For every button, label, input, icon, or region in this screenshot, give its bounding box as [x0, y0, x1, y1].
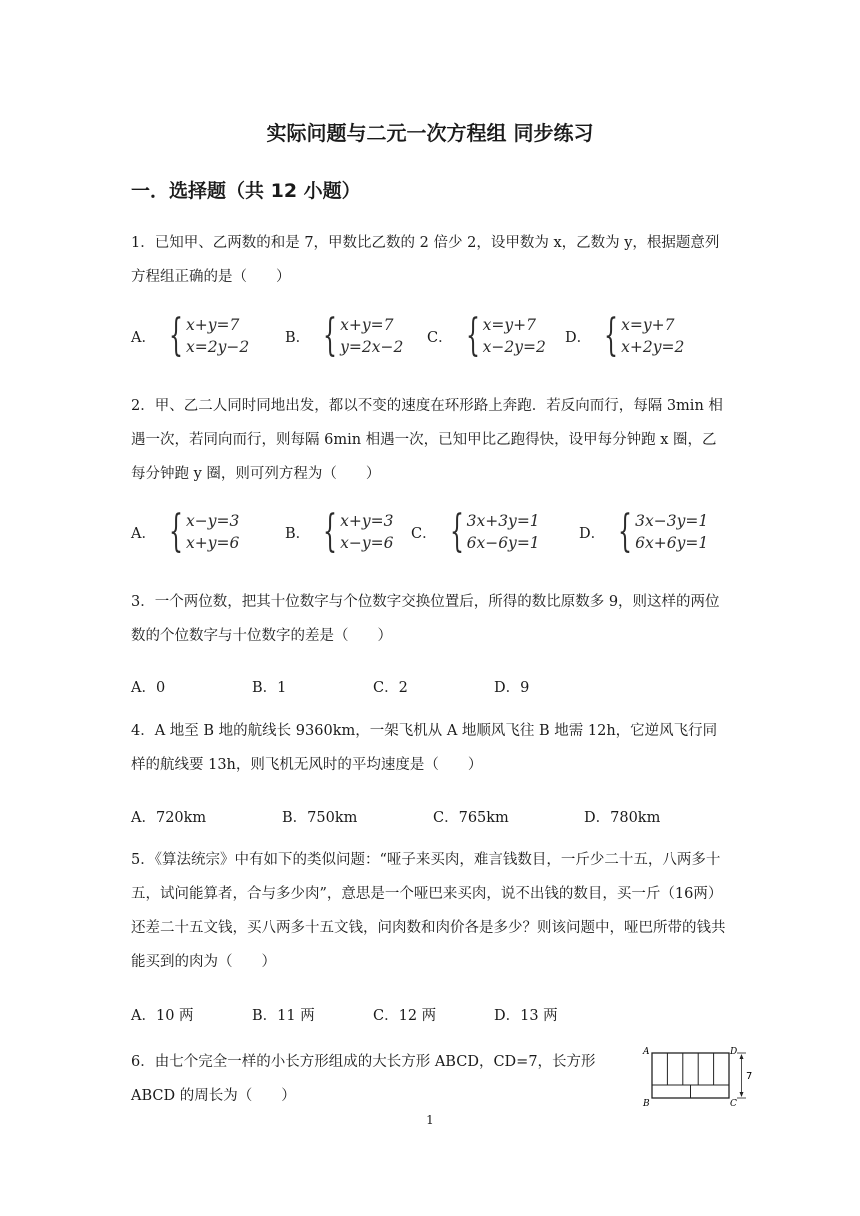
question-5-stem: 5．《算法统宗》中有如下的类似问题：“哑子来买肉，难言钱数目，一斤少二十五，八两多十五，试问能算者，合与多少肉”，意思是一个哑巴来买肉，说不出钱的数目，买一斤（16两）还差二十五文钱，买八两多十五文钱，问肉数和肉价各是多少？则该问题中，哑巴所带的钱共能买到的肉为（ ） — [131, 852, 726, 970]
equation: 3x−3y=1 — [635, 512, 709, 530]
q3-option-a: A．0 — [131, 680, 166, 696]
equation: x+y=6 — [185, 534, 240, 552]
q4-option-c: C．765km — [433, 810, 509, 826]
brace-icon: { — [449, 506, 464, 557]
q1-option-d — [565, 310, 685, 361]
q4-option-b: B．750km — [282, 810, 358, 826]
question-1-stem: 1．已知甲、乙两数的和是 7，甲数比乙数的 2 倍少 2，设甲数为 x，乙数为 y，根据题意列方程组正确的是（ ） — [131, 235, 720, 285]
page-number: 1 — [426, 1113, 434, 1127]
question-6-stem: 6．由七个完全一样的小长方形组成的大长方形 ABCD，CD=7，长方形 ABCD 的周长为（ ） — [131, 1054, 596, 1104]
option-letter: D． — [579, 525, 606, 542]
q5-option-b: B．11 两 — [252, 1008, 315, 1024]
question-3-stem: 3．一个两位数，把其十位数字与个位数字交换位置后，所得的数比原数多 9，则这样的两位数的个位数字与十位数字的差是（ ） — [131, 594, 720, 644]
brace-icon: { — [465, 310, 480, 361]
equation: x+2y=2 — [621, 338, 685, 356]
option-letter: C． — [427, 329, 453, 346]
equation: x+y=3 — [340, 512, 394, 530]
q2-option-c — [411, 506, 540, 557]
q1-option-b — [285, 310, 404, 361]
equation: x=2y−2 — [185, 338, 250, 356]
q1-option-c — [427, 310, 546, 361]
q4-option-a: A．720km — [131, 810, 207, 826]
equation: x+y=7 — [185, 316, 240, 334]
brace-icon: { — [604, 310, 619, 361]
q3-option-b: B．1 — [252, 680, 287, 696]
question-4-stem: 4．A 地至 B 地的航线长 9360km，一架飞机从 A 地顺风飞往 B 地需 12h，它逆风飞行同样的航线要 13h，则飞机无风时的平均速度是（ ） — [131, 723, 718, 773]
equation: 6x+6y=1 — [635, 534, 709, 552]
label-a: A — [643, 1047, 650, 1057]
equation: y=2x−2 — [340, 338, 404, 356]
label-c: C — [730, 1099, 737, 1108]
page-title: 实际问题与二元一次方程组 同步练习 — [266, 121, 594, 145]
dimension-label: 7 — [746, 1071, 753, 1082]
q2-option-b — [285, 506, 394, 557]
equation: 6x−6y=1 — [466, 534, 540, 552]
q5-option-c: C．12 两 — [373, 1008, 437, 1024]
option-letter: B． — [285, 329, 311, 346]
q3-option-d: D．9 — [494, 680, 530, 696]
label-d: D — [730, 1047, 738, 1057]
q1-option-a — [131, 310, 250, 361]
brace-icon: { — [618, 506, 633, 557]
equation: x=y+7 — [621, 316, 675, 334]
rectangle-figure — [640, 1043, 760, 1108]
brace-icon: { — [323, 310, 338, 361]
question-2-stem: 2．甲、乙二人同时同地出发，都以不变的速度在环形路上奔跑．若反向而行，每隔 3min 相遇一次，若同向而行，则每隔 6min 相遇一次，已知甲比乙跑得快，设甲每分钟跑 x 圈，乙每分钟跑 y 圈，则可列方程为（ ） — [131, 398, 723, 482]
label-b: B — [643, 1099, 650, 1108]
option-letter: B． — [285, 525, 311, 542]
brace-icon: { — [323, 506, 338, 557]
equation: x−2y=2 — [482, 338, 546, 356]
q5-option-a: A．10 两 — [131, 1008, 194, 1024]
brace-icon: { — [168, 310, 183, 361]
option-letter: A． — [131, 329, 156, 346]
equation: x−y=3 — [185, 512, 240, 530]
equation: x=y+7 — [482, 316, 536, 334]
q3-option-c: C．2 — [373, 680, 408, 696]
option-letter: A． — [131, 525, 156, 542]
option-letter: D． — [565, 329, 592, 346]
q5-option-d: D．13 两 — [494, 1008, 558, 1024]
q4-option-d: D．780km — [584, 810, 661, 826]
brace-icon: { — [168, 506, 183, 557]
q2-option-d — [579, 506, 709, 557]
equation: 3x+3y=1 — [466, 512, 540, 530]
equation: x−y=6 — [340, 534, 394, 552]
q2-option-a — [131, 506, 240, 557]
equation: x+y=7 — [340, 316, 394, 334]
section-heading: 一．选择题（共 12 小题） — [131, 180, 361, 202]
option-letter: C． — [411, 525, 437, 542]
